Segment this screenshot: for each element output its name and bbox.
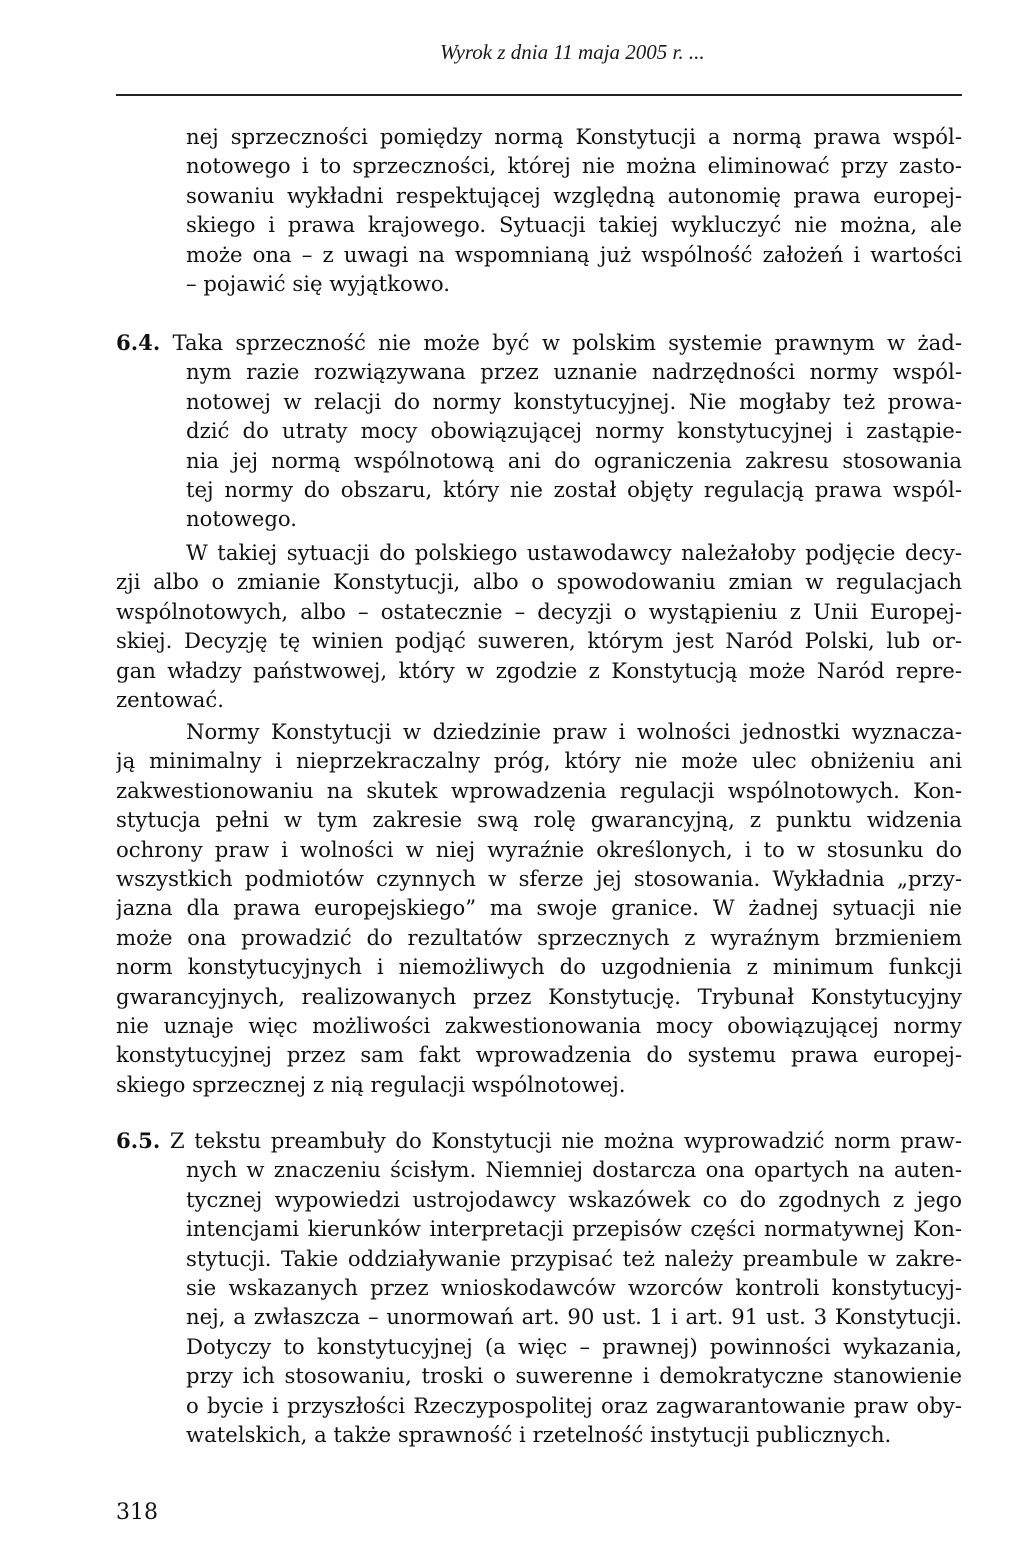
text-line: może ona prowadzić do rezultatów sprzecznych z wyraźnym brzmieniem: [116, 924, 962, 950]
text-line: sie wskazanych przez wnioskodawców wzorców kontroli konstytucyj-: [186, 1275, 962, 1301]
text-line-content: Taka sprzeczność nie może być w polskim systemie prawnym w żad-: [172, 330, 962, 355]
text-line: o bycie i przyszłości Rzeczypospolitej oraz zagwarantowanie praw oby-: [186, 1392, 962, 1418]
text-line: zji albo o zmianie Konstytucji, albo o spowodowaniu zmian w regulacjach: [116, 569, 962, 595]
text-line: sowaniu wykładni respektującej względną autonomię prawa europej-: [186, 182, 962, 208]
text-line: – pojawić się wyjątkowo.: [186, 271, 450, 297]
text-line: Dotyczy to konstytucyjnej (a więc – prawnej) powinności wykazania,: [186, 1333, 962, 1359]
text-line: zakwestionowaniu na skutek wprowadzenia regulacji wspólnotowych. Kon-: [116, 777, 962, 803]
section-6-4-body: [116, 328, 962, 534]
paragraph-constitution-norms: [116, 717, 962, 1099]
text-line: notowej w relacji do normy konstytucyjnej. Nie mogłaby też prowa-: [186, 388, 962, 414]
text-line: stytucja pełni w tym zakresie swą rolę gwarancyjną, z punktu widzenia: [116, 807, 962, 833]
text-line: nej sprzeczności pomiędzy normą Konstytucji a normą prawa wspól-: [186, 124, 962, 149]
text-line: ją minimalny i nieprzekraczalny próg, który nie może ulec obniżeniu ani: [116, 748, 962, 774]
text-line: skiego i prawa krajowego. Sytuacji takiej wykluczyć nie można, ale: [186, 212, 962, 238]
paragraph-decision: [116, 538, 962, 714]
text-line: przy ich stosowaniu, troski o suwerenne i demokratyczne stanowienie: [186, 1363, 962, 1389]
text-line: watelskich, a także sprawność i rzetelność instytucji publicznych.: [186, 1422, 892, 1448]
text-line: dzić do utraty mocy obowiązującej normy konstytucyjnej i zastąpie-: [186, 418, 962, 444]
text-line: gwarancyjnych, realizowanych przez Konstytucję. Trybunał Konstytucyjny: [116, 983, 962, 1009]
text-line: nia jej normą wspólnotową ani do ograniczenia zakresu stosowania: [186, 447, 962, 473]
section-number: 6.5.: [116, 1128, 161, 1153]
header-rule: [116, 94, 962, 96]
text-line: gan władzy państwowej, który w zgodzie z Konstytucją może Naród repre-: [116, 657, 962, 683]
section-6-5-body: [116, 1126, 962, 1449]
text-line: [116, 1126, 962, 1155]
text-line: notowego i to sprzeczności, której nie można eliminować przy zasto-: [186, 153, 962, 179]
text-line: ochrony praw i wolności w niej wyraźnie określonych, i to w stosunku do: [116, 836, 962, 862]
text-line: intencjami kierunków interpretacji przepisów części normatywnej Kon-: [186, 1216, 962, 1242]
text-line: wszystkich podmiotów czynnych w sferze jej stosowania. Wykładnia „przy-: [116, 866, 962, 892]
text-line: nej, a zwłaszcza – unormowań art. 90 ust. 1 i art. 91 ust. 3 Konstytucji.: [186, 1304, 962, 1330]
text-line: W takiej sytuacji do polskiego ustawodawcy należałoby podjęcie decy-: [186, 540, 962, 565]
intro-paragraph: [186, 122, 962, 298]
text-line: nym razie rozwiązywana przez uznanie nadrzędności normy wspól-: [186, 359, 962, 385]
text-line: skiego sprzecznej z nią regulacji wspólnotowej.: [116, 1071, 626, 1097]
text-line: norm konstytucyjnych i niemożliwych do uzgodnienia z minimum funkcji: [116, 954, 962, 980]
text-line: stytucji. Takie oddziaływanie przypisać też należy preambule w zakre-: [186, 1245, 962, 1271]
text-line: jazna dla prawa europejskiego” ma swoje granice. W żadnej sytuacji nie: [116, 895, 962, 921]
text-line: konstytucyjnej przez sam fakt wprowadzenia do systemu prawa europej-: [116, 1042, 962, 1068]
text-line: nie uznaje więc możliwości zakwestionowania mocy obowiązującej normy: [116, 1013, 962, 1039]
page-number: 318: [116, 1500, 158, 1525]
text-line: tycznej wypowiedzi ustrojodawcy wskazówek co do zgodnych z jego: [186, 1186, 962, 1212]
text-line: [116, 328, 962, 357]
text-line: zentować.: [116, 687, 224, 713]
text-line: nych w znaczeniu ścisłym. Niemniej dostarcza ona opartych na auten-: [186, 1157, 962, 1183]
text-line: notowego.: [186, 506, 298, 532]
text-line-content: Z tekstu preambuły do Konstytucji nie można wyprowadzić norm praw-: [169, 1128, 962, 1153]
running-header-title: Wyrok z dnia 11 maja 2005 r. ...: [440, 40, 705, 64]
text-line: może ona – z uwagi na wspomnianą już wspólność założeń i wartości: [186, 241, 962, 267]
text-line: wspólnotowych, albo – ostatecznie – decyzji o wystąpieniu z Unii Europej-: [116, 598, 962, 624]
text-line: skiej. Decyzję tę winien podjąć suweren, którym jest Naród Polski, lub or-: [116, 628, 962, 654]
text-line: tej normy do obszaru, który nie został objęty regulacją prawa wspól-: [186, 477, 962, 503]
section-6-4: [116, 328, 962, 534]
text-line: Normy Konstytucji w dziedzinie praw i wolności jednostki wyznacza-: [186, 719, 962, 744]
section-number: 6.4.: [116, 330, 161, 355]
section-6-5: [116, 1126, 962, 1449]
